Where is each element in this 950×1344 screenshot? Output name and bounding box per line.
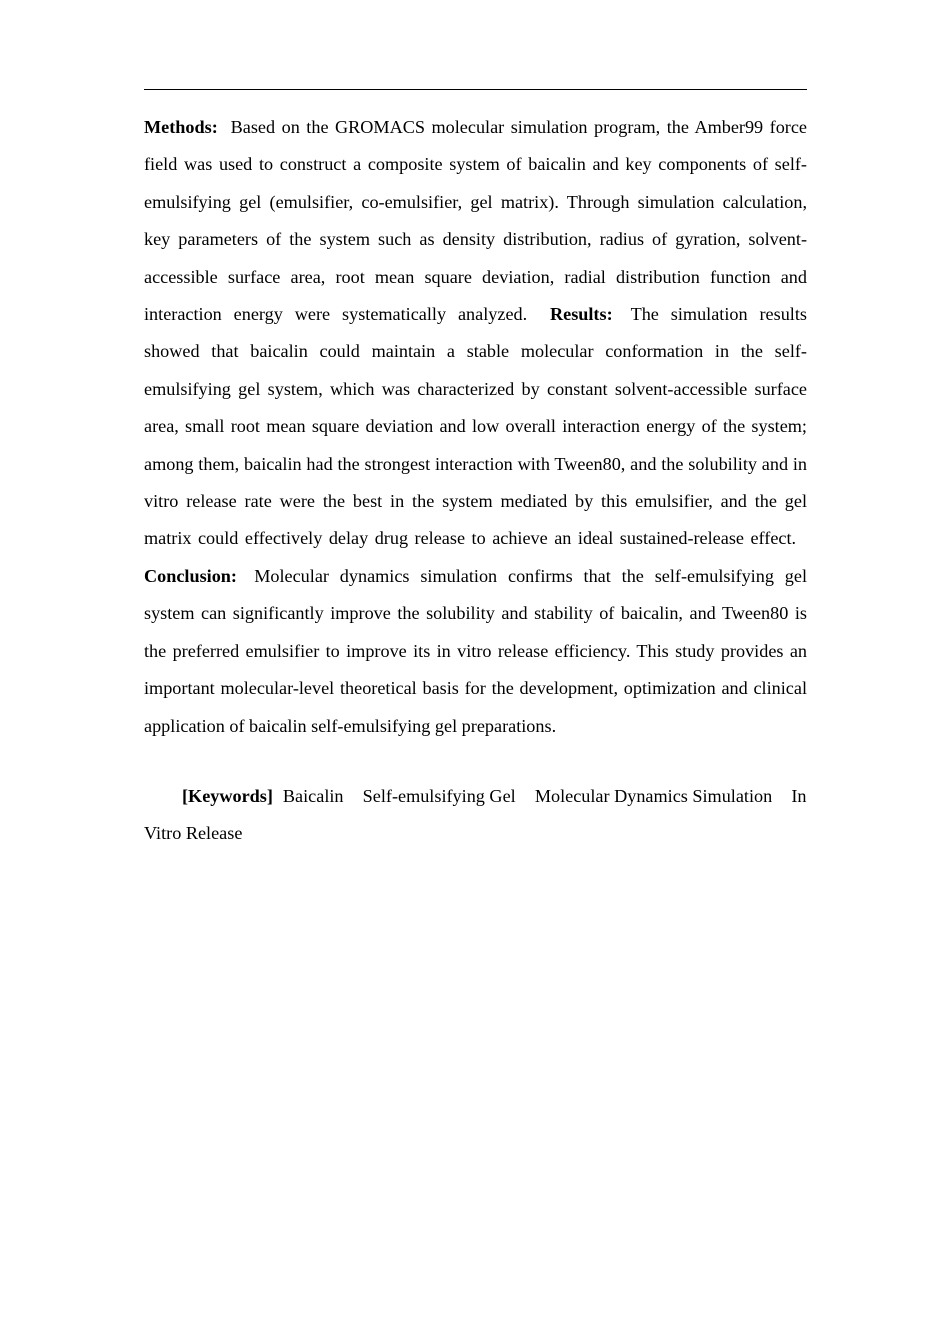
keywords-paragraph xyxy=(144,778,807,853)
keyword-item: Self-emulsifying Gel xyxy=(362,786,516,806)
results-label: Results: xyxy=(549,304,613,325)
abstract-paragraph xyxy=(144,109,807,745)
conclusion-label: Conclusion: xyxy=(144,565,237,586)
keywords-label: [Keywords] xyxy=(182,786,273,806)
keyword-item: Baicalin xyxy=(282,786,344,806)
conclusion-text: Molecular dynamics simulation confirms that the self-emulsifying gel system can significantly improve the solubility and stability of baicalin, and Tween80 is the preferred emulsifier to improve its in vitro release efficiency. This study provides an important molecular-level theoretical basis for the development, optimization and clinical application of baicalin self-emulsifying gel preparations. xyxy=(144,565,807,736)
keyword-item: In Vitro Release xyxy=(144,786,807,844)
results-text: The simulation results showed that baicalin could maintain a stable molecular conformation in the self-emulsifying gel system, which was characterized by constant solvent-accessible surface area, small root mean square deviation and low overall interaction energy of the system; among them, baicalin had the strongest interaction with Tween80, and the solubility and in vitro release rate were the best in the system mediated by this emulsifier, and the gel matrix could effectively delay drug release to achieve an ideal sustained-release effect. xyxy=(144,304,807,549)
methods-text: Based on the GROMACS molecular simulation program, the Amber99 force field was used to construct a composite system of baicalin and key components of self-emulsifying gel (emulsifier, co-emulsifier, gel matrix). Through simulation calculation, key parameters of the system such as density distribution, radius of gyration, solvent-accessible surface area, root mean square deviation, radial distribution function and interaction energy were systematically analyzed. xyxy=(144,117,807,325)
header-rule xyxy=(144,89,807,90)
keyword-item: Molecular Dynamics Simulation xyxy=(534,786,773,806)
methods-label: Methods: xyxy=(144,117,218,137)
